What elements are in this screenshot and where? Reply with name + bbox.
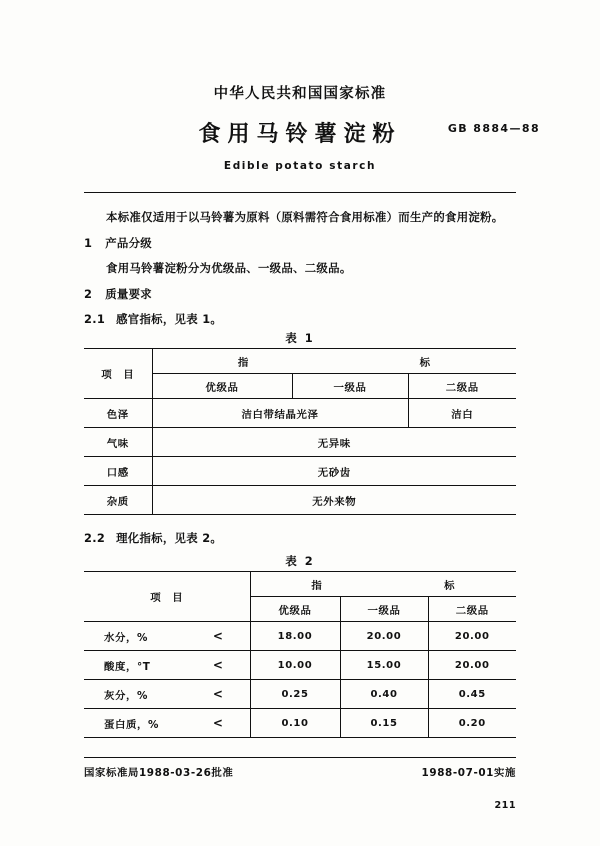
table-2-grade-header-first: 一级品 bbox=[340, 597, 428, 622]
subsection-2-2-number: 2.2 bbox=[84, 531, 106, 545]
table-1-grade-header-second: 二级品 bbox=[408, 374, 516, 399]
table-1-caption: 表 1 bbox=[285, 331, 315, 345]
table-2-item-moisture bbox=[84, 622, 250, 651]
table-2-op-acidity: < bbox=[212, 658, 224, 672]
scope-paragraph: 本标准仅适用于以马铃薯为原料（原料需符合食用标准）而生产的食用淀粉。 bbox=[106, 210, 504, 224]
physicochemical-indicators-table bbox=[84, 571, 516, 738]
footer-effective-text: 1988-07-01实施 bbox=[421, 767, 516, 779]
section-2-number: 2 bbox=[84, 287, 93, 301]
footer-approval-text: 国家标准局1988-03-26批准 bbox=[84, 767, 234, 779]
table-2-value-acidity-first: 15.00 bbox=[340, 651, 428, 680]
table-2-value-protein-second: 0.20 bbox=[428, 709, 516, 738]
table-row bbox=[84, 486, 516, 515]
footer-divider bbox=[84, 757, 516, 758]
subsection-2-1-title: 感官指标，见表 1。 bbox=[116, 312, 223, 326]
subsection-heading-2-2 bbox=[84, 530, 222, 546]
table-row bbox=[84, 428, 516, 457]
table-2-value-protein-premium: 0.10 bbox=[250, 709, 340, 738]
table-row bbox=[84, 680, 516, 709]
header-divider bbox=[84, 192, 516, 193]
table-1-item-mouthfeel: 口感 bbox=[84, 457, 152, 486]
table-row bbox=[84, 457, 516, 486]
table-2-value-ash-second: 0.45 bbox=[428, 680, 516, 709]
table-2-item-ash bbox=[84, 680, 250, 709]
table-2-item-protein-label: 蛋白质，% bbox=[104, 718, 159, 731]
table-2-op-protein: < bbox=[212, 716, 224, 730]
table-2-op-ash: < bbox=[212, 687, 224, 701]
table-1-indicator-header bbox=[152, 349, 516, 374]
table-2-value-ash-premium: 0.25 bbox=[250, 680, 340, 709]
section-2-title: 质量要求 bbox=[105, 287, 152, 301]
english-title: Edible potato starch bbox=[223, 160, 377, 172]
table-row bbox=[84, 399, 516, 428]
table-2-value-protein-first: 0.15 bbox=[340, 709, 428, 738]
table-1-value-impurity: 无外来物 bbox=[152, 486, 516, 515]
table-2-value-ash-first: 0.40 bbox=[340, 680, 428, 709]
table-2-item-ash-label: 灰分，% bbox=[104, 689, 148, 702]
table-2-value-acidity-second: 20.00 bbox=[428, 651, 516, 680]
table-2-grade-header-second: 二级品 bbox=[428, 597, 516, 622]
table-1-grade-header-premium: 优级品 bbox=[152, 374, 292, 399]
table-2-indicator-header bbox=[250, 572, 516, 597]
table-2-value-moisture-premium: 18.00 bbox=[250, 622, 340, 651]
table-2-item-acidity-label: 酸度，°T bbox=[104, 660, 151, 673]
table-1-item-header: 项 目 bbox=[84, 349, 152, 399]
page-number: 211 bbox=[494, 800, 516, 811]
table-row bbox=[84, 572, 516, 597]
table-1-item-color: 色泽 bbox=[84, 399, 152, 428]
table-2-value-acidity-premium: 10.00 bbox=[250, 651, 340, 680]
table-2-item-moisture-label: 水分，% bbox=[104, 631, 148, 644]
table-1-item-odor: 气味 bbox=[84, 428, 152, 457]
table-2-op-moisture: < bbox=[212, 629, 224, 643]
section-1-number: 1 bbox=[84, 236, 93, 250]
national-standard-line: 中华人民共和国国家标准 bbox=[213, 86, 387, 102]
grades-paragraph: 食用马铃薯淀粉分为优级品、一级品、二级品。 bbox=[106, 261, 352, 275]
section-heading-1 bbox=[84, 235, 152, 251]
table-2-value-moisture-first: 20.00 bbox=[340, 622, 428, 651]
table-1-indicator-header-left: 指 bbox=[237, 356, 249, 369]
table-2-item-header: 项 目 bbox=[84, 572, 250, 622]
table-1-value-color-second: 洁白 bbox=[408, 399, 516, 428]
subsection-heading-2-1 bbox=[84, 311, 222, 327]
table-row bbox=[84, 709, 516, 738]
table-1-grade-header-first: 一级品 bbox=[292, 374, 408, 399]
subsection-2-2-title: 理化指标，见表 2。 bbox=[116, 531, 223, 545]
table-2-item-protein bbox=[84, 709, 250, 738]
table-1-value-color-premium-first: 洁白带结晶光泽 bbox=[152, 399, 408, 428]
table-row bbox=[84, 349, 516, 374]
table-2-indicator-header-left: 指 bbox=[311, 579, 323, 592]
table-1-value-mouthfeel: 无砂齿 bbox=[152, 457, 516, 486]
section-1-title: 产品分级 bbox=[105, 236, 152, 250]
table-row bbox=[84, 651, 516, 680]
table-row bbox=[84, 622, 516, 651]
page-title: 食用马铃薯淀粉 bbox=[198, 122, 402, 147]
table-1-item-impurity: 杂质 bbox=[84, 486, 152, 515]
table-2-value-moisture-second: 20.00 bbox=[428, 622, 516, 651]
subsection-2-1-number: 2.1 bbox=[84, 312, 106, 326]
table-2-caption: 表 2 bbox=[285, 554, 315, 568]
sensory-indicators-table bbox=[84, 348, 516, 515]
section-heading-2 bbox=[84, 286, 152, 302]
table-2-grade-header-premium: 优级品 bbox=[250, 597, 340, 622]
table-2-indicator-header-right: 标 bbox=[444, 579, 456, 592]
table-1-value-odor: 无异味 bbox=[152, 428, 516, 457]
table-1-indicator-header-right: 标 bbox=[419, 356, 431, 369]
table-2-item-acidity bbox=[84, 651, 250, 680]
standard-number: GB 8884—88 bbox=[447, 122, 540, 135]
